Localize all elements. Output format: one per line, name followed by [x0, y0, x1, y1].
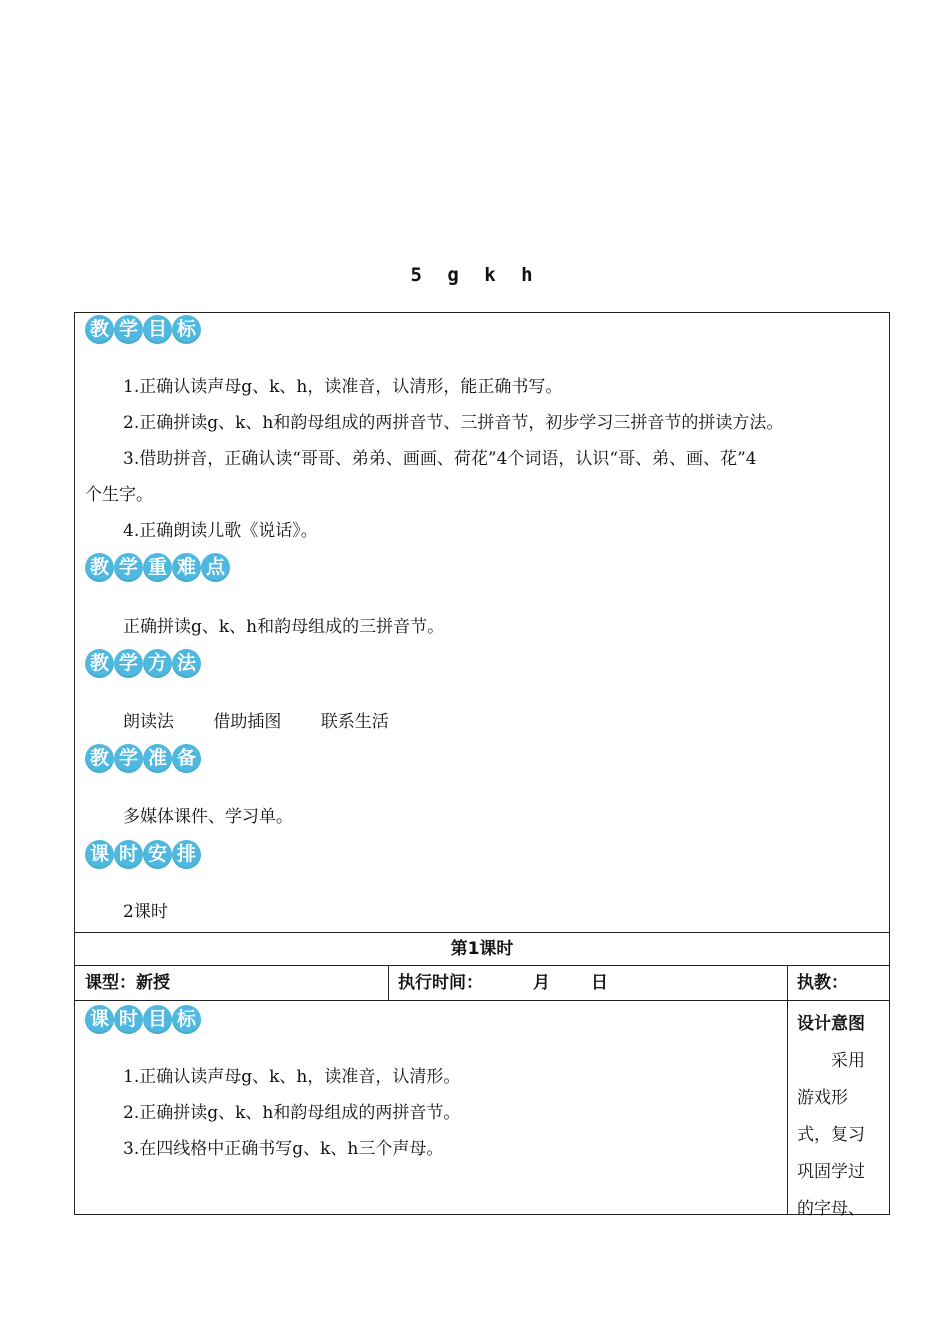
methods-heading: 教 学 方 法	[85, 649, 201, 678]
lesson-overview-box	[74, 312, 890, 933]
objective-line: 3.借助拼音，正确认读“哥哥、弟弟、画画、荷花”4个词语，认识“哥、弟、画、花”4	[123, 449, 757, 469]
cell-divider	[787, 1001, 788, 1214]
key-points-text: 正确拼读g、k、h和韵母组成的三拼音节。	[123, 617, 445, 637]
lesson1-goals-row	[74, 1000, 890, 1219]
method-item: 联系生活	[320, 712, 389, 732]
design-intent-text: 采用游戏形式，复习巩固学过的字母、	[797, 1051, 865, 1219]
teacher-label: 执教：	[797, 973, 848, 993]
schedule-heading: 课 时 安 排	[85, 840, 201, 869]
month-label: 月	[533, 973, 550, 993]
method-item: 朗读法	[123, 712, 174, 732]
cell-divider	[787, 966, 788, 1000]
lesson-goal-line: 3.在四线格中正确书写g、k、h三个声母。	[123, 1139, 444, 1159]
lesson-goal-line: 1.正确认读声母g、k、h，读准音，认清形。	[123, 1067, 461, 1087]
execution-time-label: 执行时间：	[398, 973, 483, 993]
cell-divider	[388, 966, 389, 1000]
methods-list	[123, 712, 423, 732]
design-intent-heading: 设计意图	[797, 1014, 865, 1034]
objective-line: 4.正确朗读儿歌《说话》。	[123, 521, 318, 541]
method-item: 借助插图	[213, 712, 282, 732]
key-points-heading: 教 学 重 难 点	[85, 553, 230, 582]
preparation-text: 多媒体课件、学习单。	[123, 807, 293, 827]
day-label: 日	[591, 973, 608, 993]
objectives-heading: 教 学 目 标	[85, 315, 201, 344]
preparation-heading: 教 学 准 备	[85, 744, 201, 773]
page-title: 5 g k h	[410, 264, 540, 286]
lesson-type: 课型：新授	[85, 973, 170, 993]
schedule-text: 2课时	[123, 902, 168, 922]
lesson1-info-row	[74, 965, 890, 1001]
lesson-goal-line: 2.正确拼读g、k、h和韵母组成的两拼音节。	[123, 1103, 461, 1123]
objective-line: 2.正确拼读g、k、h和韵母组成的两拼音节、三拼音节，初步学习三拼音节的拼读方法。	[123, 413, 784, 433]
lesson-goals-heading: 课 时 目 标	[85, 1005, 201, 1034]
objective-line: 个生字。	[85, 485, 153, 505]
objective-line: 1.正确认读声母g、k、h，读准音，认清形，能正确书写。	[123, 377, 563, 397]
lesson1-title: 第1课时	[74, 932, 890, 966]
